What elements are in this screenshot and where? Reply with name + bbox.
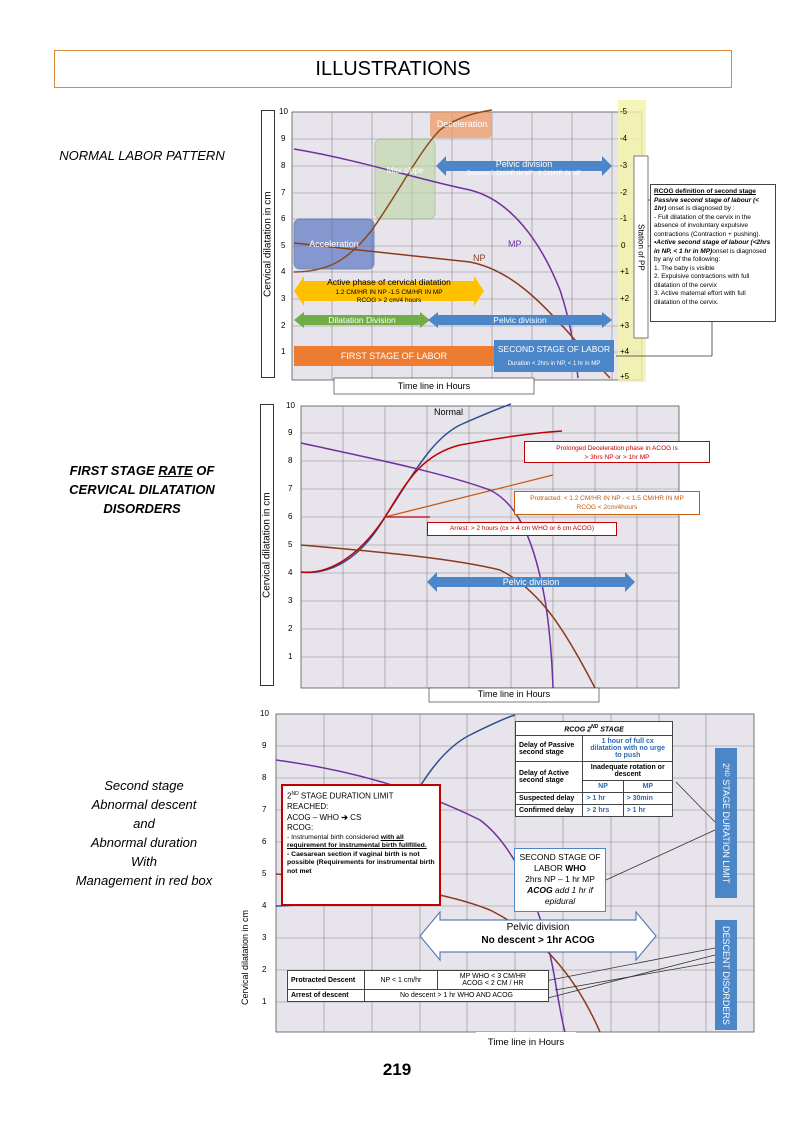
- station-tick: 0: [621, 241, 626, 250]
- section1-label: NORMAL LABOR PATTERN: [59, 148, 225, 163]
- pelvic-division-label: Pelvic division: [493, 315, 547, 325]
- c1-tick-5: 5: [281, 241, 286, 250]
- c3-tick-4: 4: [262, 901, 267, 910]
- c2-tick-3: 3: [288, 596, 293, 605]
- active-phase-sub1: 1.2 CM/HR IN NP -1.5 CM/HR IN MP: [335, 289, 443, 296]
- station-tick: -2: [620, 188, 628, 197]
- chart2-x-label: Time line in Hours: [477, 689, 551, 699]
- chart1-y-label: Cervical dilatation in cm: [261, 110, 275, 378]
- c3-tick-6: 6: [262, 837, 267, 846]
- who-second-stage-box: SECOND STAGE OF LABOR WHO 2hrs NP – 1 hr MP ACOG add 1 hr if epidural: [514, 848, 606, 912]
- no-descent-label: No descent > 1hr ACOG: [481, 935, 595, 946]
- c2-tick-9: 9: [288, 428, 293, 437]
- section3-label: Second stage Abnormal descent and Abnormal duration With Management in red box: [75, 778, 213, 888]
- c2-tick-7: 7: [288, 484, 293, 493]
- normal-label: Normal: [434, 407, 464, 417]
- chart3-x-label: Time line in Hours: [487, 1037, 565, 1048]
- mp-label: MP: [508, 239, 522, 249]
- c2-tick-5: 5: [288, 540, 293, 549]
- c2-tick-1: 1: [288, 652, 293, 661]
- chart2-pelvic-division-label: Pelvic division: [502, 577, 560, 587]
- duration-limit-vertical: 2ND STAGE DURATION LIMIT: [721, 762, 731, 884]
- station-tick: +4: [620, 347, 630, 356]
- c1-tick-7: 7: [281, 188, 286, 197]
- station-tick: -3: [620, 161, 628, 170]
- c1-tick-4: 4: [281, 267, 286, 276]
- c3-tick-10: 10: [260, 709, 269, 718]
- arrest-box: Arrest: > 2 hours (cx > 4 cm WHO or 6 cm ACOG): [427, 522, 617, 536]
- max-slope-label: Max slope: [386, 166, 424, 175]
- page-number: 219: [382, 1060, 412, 1079]
- c1-tick-3: 3: [281, 294, 286, 303]
- chart3-pelvic-division-label: Pelvic division: [506, 922, 570, 933]
- second-stage-sub: Duration < 2hrs in NP, < 1 hr in MP: [507, 361, 601, 367]
- station-label: Station of PP: [636, 223, 646, 271]
- c3-tick-5: 5: [262, 869, 267, 878]
- c1-tick-6: 6: [281, 214, 286, 223]
- c1-tick-2: 2: [281, 321, 286, 330]
- c1-tick-9: 9: [281, 134, 286, 143]
- chart2-y-label: Cervical dilatation in cm: [260, 404, 274, 686]
- duration-limit-box: 2ND STAGE DURATION LIMIT REACHED: ACOG – WHO ➔ CS RCOG: - Instrumental birth considered with all requirement for instrumental birth fullfilled. - Caesarean section if vaginal birth is not possible (Requirements for instrumental birth not met: [281, 784, 441, 906]
- np-label: NP: [473, 253, 486, 263]
- c3-tick-9: 9: [262, 741, 267, 750]
- deceleration-label: Deceleration: [436, 119, 488, 129]
- prolonged-box: Prolonged Deceleration phase in ACOG is > 3hrs NP or > 1hr MP: [524, 441, 710, 463]
- station-tick: +2: [620, 294, 630, 303]
- chart1-x-label: Time line in Hours: [397, 381, 471, 391]
- c2-tick-6: 6: [288, 512, 293, 521]
- c3-tick-8: 8: [262, 773, 267, 782]
- section2-label: FIRST STAGE RATE OF CERVICAL DILATATION DISORDERS: [69, 463, 215, 516]
- rcog-2nd-stage-table: RCOG 2ND STAGE Delay of Passive second stage 1 hour of full cx dilatation with no urge to push Delay of Active second stage Inadequate rotation or descent NP MP Suspected delay > 1 hr > 30min Confirmed delay > 2 hrs > 1 hr: [515, 721, 673, 817]
- active-phase-sub2: RCOG > 2 cm/4 hours: [356, 297, 422, 304]
- c3-tick-3: 3: [262, 933, 267, 942]
- first-stage-label: FIRST STAGE OF LABOR: [340, 351, 448, 361]
- c2-tick-10: 10: [286, 401, 295, 410]
- pelvic-division-top-sub: Descent 3 CM/HR IN NP - 6 CM/HR IN MP: [466, 171, 582, 177]
- station-tick: +5: [620, 372, 630, 381]
- c3-tick-7: 7: [262, 805, 267, 814]
- descent-disorders-vertical: DESCENT DISORDERS: [721, 925, 731, 1025]
- pelvic-division-top-label: Pelvic division: [495, 159, 553, 169]
- dilatation-division-label: Dilatation Division: [328, 315, 396, 325]
- second-stage-label: SECOND STAGE OF LABOR: [497, 344, 611, 354]
- station-tick: -1: [620, 214, 628, 223]
- active-phase-label: Active phase of cervical diatation: [327, 277, 451, 287]
- acceleration-label: Acceleration: [309, 239, 359, 249]
- chart3-y-label: Cervical dilatation in cm: [240, 910, 250, 1006]
- rcog-definition-box: RCOG definition of second stage Passive second stage of labour (< 1hr) onset is diagnosed by : - Full dilatation of the cervix in the absence of involuntary expulsive contractions (Contraction + pushing). •Active second stage of labour (<2hrs in NP, < 1 hr in MP)onset is diagnosed by any of the following: 1. The baby is visible 2. Expulsive contractions with full dilatation of the cervix 3. Active maternal effort with full dilatation of the cervix.: [650, 184, 776, 322]
- c2-tick-2: 2: [288, 624, 293, 633]
- c1-tick-1: 1: [281, 347, 286, 356]
- c2-tick-4: 4: [288, 568, 293, 577]
- station-tick: +3: [620, 321, 630, 330]
- station-tick: +1: [620, 267, 630, 276]
- station-tick: -5: [620, 107, 628, 116]
- protracted-box: Protracted: < 1.2 CM/HR IN NP - < 1.5 CM/HR IN MP RCOG < 2cm/4hours: [514, 491, 700, 515]
- c1-tick-8: 8: [281, 161, 286, 170]
- c2-tick-8: 8: [288, 456, 293, 465]
- c3-tick-1: 1: [262, 997, 267, 1006]
- page-title: ILLUSTRATIONS: [54, 50, 732, 88]
- descent-table: Protracted Descent NP < 1 cm/hr MP WHO < 3 CM/HR ACOG < 2 CM / HR Arrest of descent No descent > 1 hr WHO AND ACOG: [287, 970, 549, 1002]
- c3-tick-2: 2: [262, 965, 267, 974]
- station-tick: -4: [620, 134, 628, 143]
- c1-tick-10: 10: [279, 107, 288, 116]
